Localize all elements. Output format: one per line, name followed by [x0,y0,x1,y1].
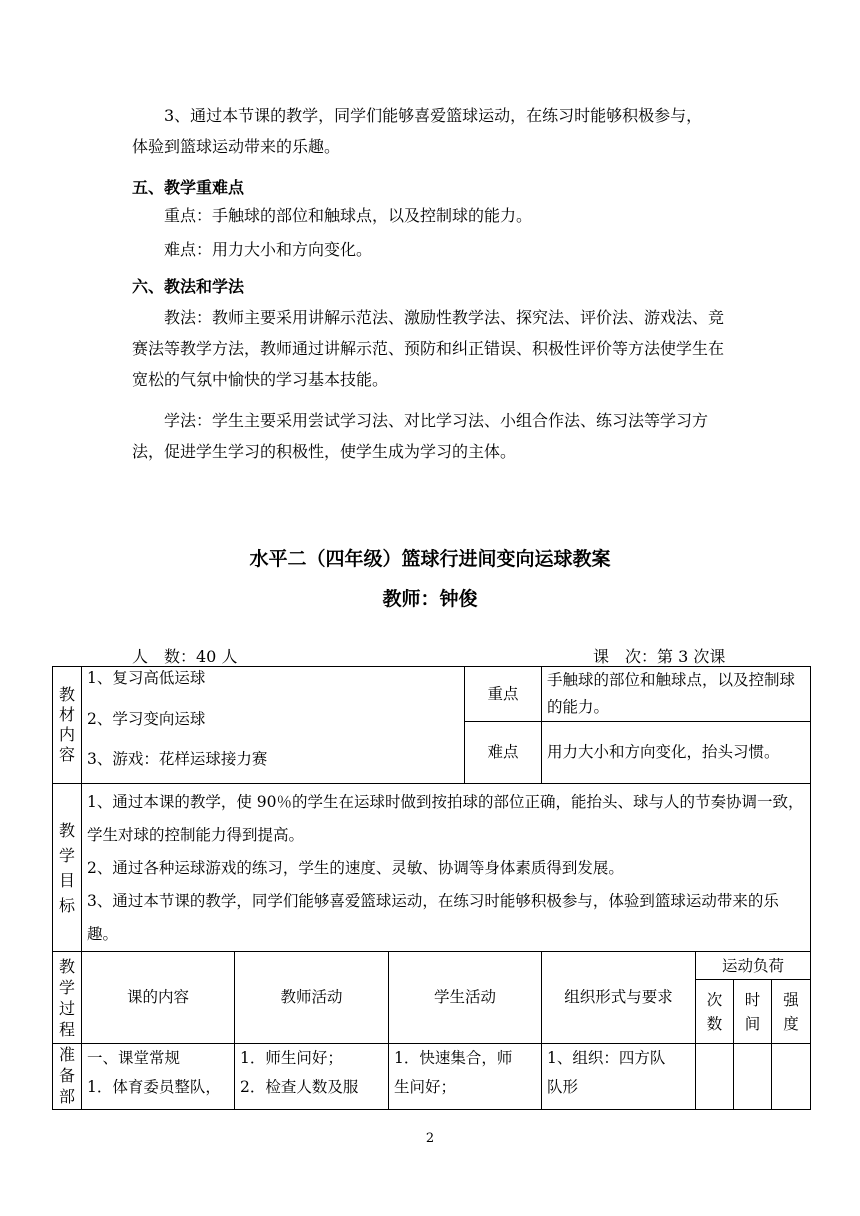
prep-organization: 1、组织：四方队 队形 [542,1044,696,1110]
goal3-line1: 3、通过本节课的教学，同学们能够喜爱篮球运动，在练习时能够积极参与， [164,106,703,125]
header-content: 课的内容 [82,952,235,1044]
header-time: 时 间 [734,980,772,1044]
section5-heading: 五、教学重难点 [132,178,245,197]
page-number: 2 [425,1131,435,1146]
header-student: 学生活动 [389,952,542,1044]
material-content: 1、复习高低运球 2、学习变向运球 3、游戏：花样运球接力赛 [82,667,465,784]
goals: 1、通过本课的教学，使 90％的学生在运球时做到按拍球的部位正确，能抬头、球与人的节奏协调一致，学生对球的控制能力得到提高。 2、通过各种运球游戏的练习，学生的速度、灵敏、协调等身体素质得到发展。 3、通过本节课的教学，同学们能够喜爱篮球运动，在练习时能够积极参与，体验到篮球运动带来的乐趣。 [82,784,811,952]
goal3-line2: 体验到篮球运动带来的乐趣。 [132,137,341,156]
teacher-name: 教师：钟俊 [382,588,478,610]
key-point: 重点：手触球的部位和触球点，以及控制球的能力。 [164,206,533,225]
difficulty-label: 难点 [465,722,542,784]
plan-title: 水平二（四年级）篮球行进间变向运球教案 [249,548,611,570]
header-times: 次 数 [696,980,734,1044]
difficulty-text: 用力大小和方向变化，抬头习惯。 [542,722,811,784]
student-count: 人 数：40 人 [132,647,238,666]
learning-method: 学法：学生主要采用尝试学习法、对比学习法、小组合作法、练习法等学习方法，促进学生学习的积极性，使学生成为学习的主体。 [132,411,709,461]
prep-time [734,1044,772,1110]
prep-times [696,1044,734,1110]
goal-label: 教 学 目 标 [53,784,82,952]
section6-heading: 六、教法和学法 [132,277,245,296]
header-load: 运动负荷 [696,952,811,980]
teaching-method: 教法：教师主要采用讲解示范法、激励性教学法、探究法、评价法、游戏法、竞赛法等教学方法，教师通过讲解示范、预防和纠正错误、积极性评价等方法使学生在宽松的气氛中愉快的学习基本技能。 [132,308,725,389]
prep-teacher: 1．师生问好； 2．检查人数及服 [235,1044,389,1110]
prep-intensity [772,1044,811,1110]
prep-student: 1．快速集合，师 生问好； [389,1044,542,1110]
header-teacher: 教师活动 [235,952,389,1044]
material-label: 教 材 内 容 [53,667,82,784]
prep-label: 准 备 部 [53,1044,82,1110]
header-organization: 组织形式与要求 [542,952,696,1044]
key-label: 重点 [465,667,542,722]
key-text: 手触球的部位和触球点，以及控制球的能力。 [542,667,811,722]
lesson-number: 课 次：第 3 次课 [593,647,726,666]
header-intensity: 强 度 [772,980,811,1044]
difficulty: 难点：用力大小和方向变化。 [164,240,373,259]
lesson-plan-table [52,666,811,1110]
prep-content: 一、课堂常规 1．体育委员整队， [82,1044,235,1110]
process-label: 教 学 过 程 [53,952,82,1044]
